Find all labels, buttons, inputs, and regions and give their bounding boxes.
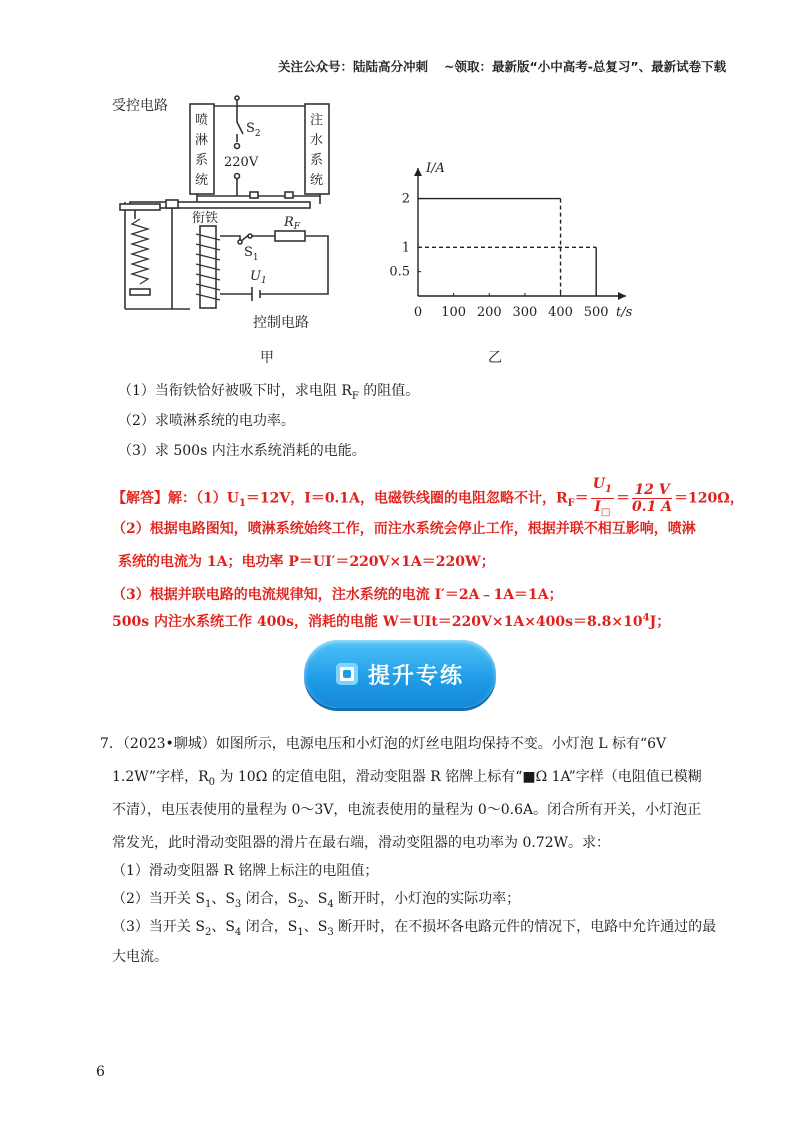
x-tick-label: 0 <box>413 305 423 320</box>
q7-line-2: 1.2W”字样，$R_0$ 为 10Ω 的定值电阻，滑动变阻器 R 铭牌上标有“■Ω 1A”字样（电阻值已模糊 <box>112 769 702 788</box>
x-tick-label: 400 <box>548 305 573 320</box>
y-axis-arrow <box>414 168 422 176</box>
header-left: 关注公众号：陆陆高分冲刺 <box>278 59 429 74</box>
figure-yi-caption: 乙 <box>488 350 502 366</box>
battery-icon <box>252 287 260 301</box>
q7-sub3-cont: 大电流。 <box>112 949 168 965</box>
answer-line-1: 【解答】解：$(1)U_1=12V$，I＝0.1A，电磁铁线圈的电阻忽略不计，$R_F=$ $\frac{U_1}{I_□}$ ＝ $\frac{12 V}{0.1 A}$ ＝120Ω， <box>112 476 744 521</box>
answer-line-5: 500s 内注水系统工作 400s，消耗的电能 $W=UIt=220V\times 1A\times 400s=8.8\times 10^4J$； <box>112 612 671 630</box>
armature-label: 衔铁 <box>192 211 219 226</box>
q6-sub3: （3）求 500s 内注水系统消耗的电能。 <box>118 443 366 459</box>
x-tick-label: 300 <box>512 305 538 320</box>
spring-icon <box>132 219 148 284</box>
page-header <box>278 57 726 75</box>
svg-text:统: 统 <box>195 173 209 188</box>
switch-s2 <box>237 122 243 134</box>
svg-text:淋: 淋 <box>195 133 209 148</box>
q6-sub1: （1）当衔铁恰好被吸下时，求电阻 $R_F$ 的阻值。 <box>118 383 420 402</box>
x-axis-arrow <box>618 292 626 300</box>
resistor-rf <box>275 231 305 241</box>
q7-line-4: 常发光，此时滑动变阻器的滑片在最右端，滑动变阻器的电功率为 0.72W。求： <box>112 835 611 851</box>
q7-line-1: 7．（2023•聊城）如图所示，电源电压和小灯泡的灯丝电阻均保持不变。小灯泡 L 标有“6V <box>100 736 667 752</box>
answer-line-3: 系统的电流为 1A；电功率 P＝UI′＝220V×1A＝220W； <box>118 554 495 570</box>
circuit-figure-jia <box>100 94 640 374</box>
resistor-rf-label: $R_F$ <box>284 215 301 232</box>
control-circuit-label: 控制电路 <box>253 315 309 331</box>
fraction-12v-over-01a: $\frac{12 V}{0.1 A}$ <box>631 481 673 515</box>
cube-icon <box>336 663 358 685</box>
header-right: ~领取：最新版“小中高考-总复习”、最新试卷下载 <box>444 59 727 74</box>
svg-text:水: 水 <box>310 133 324 148</box>
svg-text:系: 系 <box>310 153 324 168</box>
current-time-chart <box>389 161 632 320</box>
x-axis-label: t/s <box>616 305 633 320</box>
q7-sub1: （1）滑动变阻器 R 铭牌上标注的电阻值； <box>112 863 379 879</box>
figure-area <box>100 94 640 374</box>
q7-sub2: （2）当开关 $S_1$、$S_3$ 闭合，$S_2$、$S_4$ 断开时，小灯泡的实际功率； <box>112 891 521 910</box>
q6-sub2: （2）求喷淋系统的电功率。 <box>118 413 295 429</box>
x-tick-label: 100 <box>441 305 467 320</box>
y-tick-label: 1 <box>401 240 410 256</box>
battery-u1-label: $U_1$ <box>250 269 267 286</box>
voltage-220v-label: 220V <box>224 155 259 170</box>
practice-button[interactable] <box>304 640 496 708</box>
q7-line-3: 不清），电压表使用的量程为 0～3V，电流表使用的量程为 0～0.6A。闭合所有开关，小灯泡正 <box>112 802 702 818</box>
controlled-circuit-label: 受控电路 <box>112 98 168 114</box>
y-tick-label: 2 <box>401 191 410 207</box>
answer-tag: 【解答】 <box>112 490 168 507</box>
answer-line-2: （2）根据电路图知，喷淋系统始终工作，而注水系统会停止工作，根据并联不相互影响，喷淋 <box>112 521 696 537</box>
practice-button-label: 提升专练 <box>367 663 464 689</box>
svg-text:注: 注 <box>310 113 324 128</box>
x-tick-label: 200 <box>476 305 502 320</box>
q7-sub3: （3）当开关 $S_2$、$S_4$ 闭合，$S_1$、$S_3$ 断开时，在不损坏各电路元件的情况下，电路中允许通过的最 <box>112 919 717 938</box>
x-tick-label: 500 <box>583 305 609 320</box>
y-axis-label: I/A <box>426 161 445 176</box>
y-tick-label: 0.5 <box>389 264 410 280</box>
switch-s1-label: $S_1$ <box>244 245 259 263</box>
fraction-u1-over-i: $\frac{U_1}{I_□}$ <box>592 476 612 518</box>
switch-s2-label: $S_2$ <box>246 121 261 139</box>
figure-jia-caption: 甲 <box>260 350 274 366</box>
svg-text:系: 系 <box>195 153 209 168</box>
svg-text:喷: 喷 <box>195 113 209 128</box>
answer-line-4: （3）根据并联电路的电流规律知，注水系统的电流 I′＝2A﹣1A＝1A； <box>112 587 563 603</box>
page-number: 6 <box>96 1064 105 1080</box>
svg-text:统: 统 <box>310 173 324 188</box>
